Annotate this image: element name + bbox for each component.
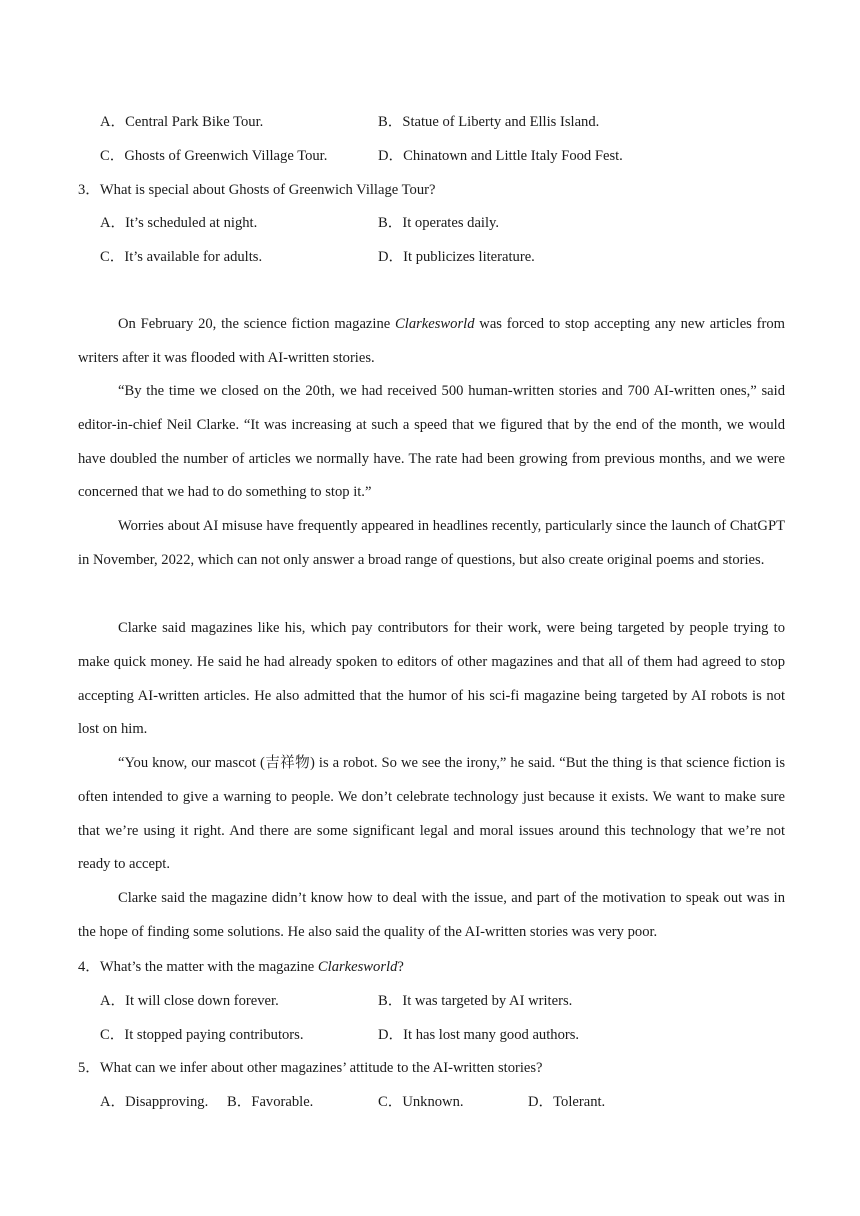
q3-option-c[interactable]: C．It’s available for adults. <box>100 249 263 265</box>
p1-post: was forced to stop accepting any new articles from writers after it was flooded with AI-written stories. <box>78 316 785 366</box>
q4-stem <box>78 957 404 977</box>
q5-option-a[interactable]: A．Disapproving. <box>100 1094 209 1110</box>
q5-option-d[interactable]: D．Tolerant. <box>528 1094 606 1110</box>
p1-pre: On February 20, the science fiction magazine <box>118 316 396 332</box>
q3-stem: 3．What is special about Ghosts of Greenwich Village Tour? <box>78 182 436 198</box>
q5-option-b[interactable]: B．Favorable. <box>227 1094 314 1110</box>
q3-option-a[interactable]: A．It’s scheduled at night. <box>100 215 258 231</box>
q4-stem-italic: Clarkesworld <box>317 959 398 975</box>
q4-option-b[interactable]: B．It was targeted by AI writers. <box>378 993 573 1009</box>
passage-paragraph-4: Clarke said magazines like his, which pay contributors for their work, were being targeted by people trying to make quick money. He said he had already spoken to editors of other magazines and that all of them had agreed to stop accepting AI-written articles. He also admitted that the humor of his sci-fi magazine being targeted by AI robots is not lost on him. <box>78 620 785 738</box>
q2-option-b[interactable]: B．Statue of Liberty and Ellis Island. <box>378 114 600 130</box>
passage-paragraph-2: “By the time we closed on the 20th, we had received 500 human-written stories and 700 AI-written ones,” said editor-in-chief Neil Clarke. “It was increasing at such a speed that we figured that by the end of the month, we would have doubled the number of articles we normally have. The rate had been growing from previous months, and we were concerned that we had to do something to stop it.” <box>78 383 785 501</box>
q2-option-c[interactable]: C．Ghosts of Greenwich Village Tour. <box>100 148 328 164</box>
q4-option-c[interactable]: C．It stopped paying contributors. <box>100 1027 304 1043</box>
q2-option-d[interactable]: D．Chinatown and Little Italy Food Fest. <box>378 148 623 164</box>
q2-option-a[interactable]: A．Central Park Bike Tour. <box>100 114 264 130</box>
q4-stem-pre: 4．What’s the matter with the magazine <box>78 959 318 975</box>
passage-paragraph-1 <box>78 308 785 376</box>
q4-stem-post: ? <box>397 959 404 975</box>
q4-option-d[interactable]: D．It has lost many good authors. <box>378 1027 580 1043</box>
q3-option-b[interactable]: B．It operates daily. <box>378 215 500 231</box>
passage-paragraph-3: Worries about AI misuse have frequently appeared in headlines recently, particularly since the launch of ChatGPT in November, 2022, which can not only answer a broad range of questions, but also create original poems and stories. <box>78 518 785 568</box>
passage-paragraph-6: Clarke said the magazine didn’t know how to deal with the issue, and part of the motivation to speak out was in the hope of finding some solutions. He also said the quality of the AI-written stories was very poor. <box>78 890 785 940</box>
passage-paragraph-5: “You know, our mascot (吉祥物) is a robot. So we see the irony,” he said. “But the thing is that science fiction is often intended to give a warning to people. We don’t celebrate technology just because it exists. We want to make sure that we’re using it right. And there are some significant legal and moral issues around this technology that we’re not ready to accept. <box>78 755 785 873</box>
q3-option-d[interactable]: D．It publicizes literature. <box>378 249 535 265</box>
magazine-title: Clarkesworld <box>395 316 475 332</box>
q5-stem: 5．What can we infer about other magazines’ attitude to the AI-written stories? <box>78 1060 543 1076</box>
q5-option-c[interactable]: C．Unknown. <box>378 1094 464 1110</box>
q4-option-a[interactable]: A．It will close down forever. <box>100 993 279 1009</box>
